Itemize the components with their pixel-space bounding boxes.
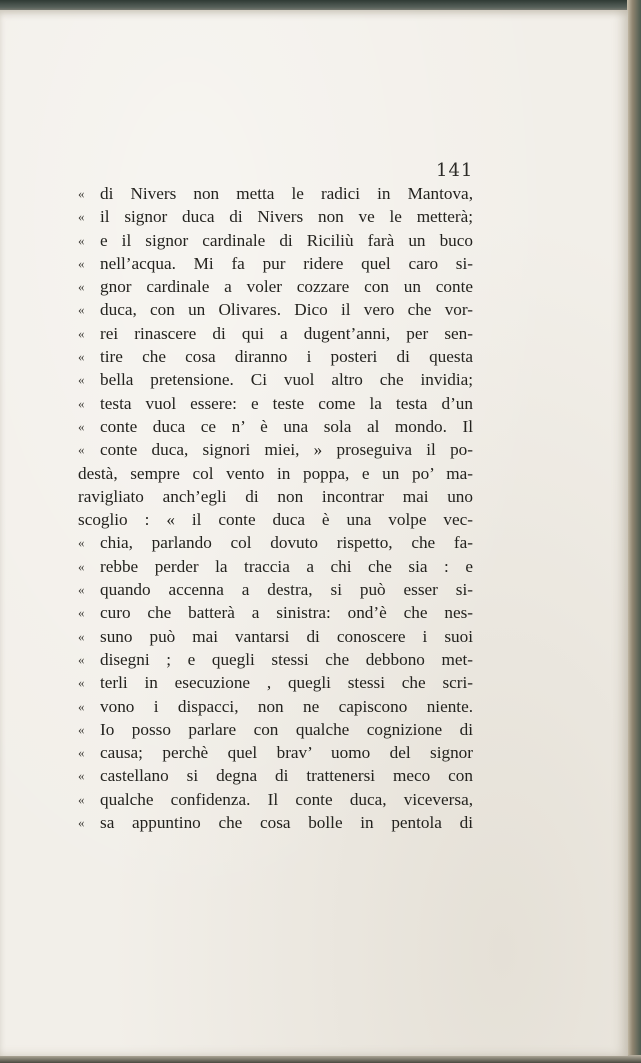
line-text: vono i dispacci, non ne capiscono niente. [100, 696, 473, 716]
quote-mark: « [78, 721, 85, 737]
text-line [78, 578, 473, 601]
quote-mark: « [78, 209, 85, 225]
scan-edge-right [627, 0, 641, 1063]
quote-mark: « [78, 186, 85, 201]
line-text: bella pretensione. Ci vuol altro che invidia; [100, 370, 473, 390]
quote-mark: « [78, 302, 85, 318]
text-block [78, 182, 473, 834]
line-text: chia, parlando col dovuto rispetto, che fa- [100, 533, 473, 553]
text-line [78, 811, 473, 834]
text-line [78, 788, 473, 811]
text-line [78, 718, 473, 741]
text-line [78, 741, 473, 764]
line-text: scoglio : « il conte duca è una volpe vec- [78, 510, 473, 530]
line-text: qualche confidenza. Il conte duca, viceversa, [100, 789, 473, 809]
line-text: nell’acqua. Mi fa pur ridere quel caro si- [100, 253, 473, 273]
quote-mark: « [78, 698, 85, 714]
text-line [78, 601, 473, 624]
quote-mark: « [78, 651, 85, 667]
scan-edge-bottom [0, 1055, 641, 1063]
text-line [78, 275, 473, 298]
line-text: e il signor cardinale di Riciliù farà un buco [100, 230, 473, 250]
text-line [78, 764, 473, 787]
quote-mark: « [78, 768, 85, 784]
text-line [78, 345, 473, 368]
quote-mark: « [78, 279, 85, 295]
page-number: 141 [436, 160, 474, 181]
line-text: disegni ; e quegli stessi che debbono met- [100, 649, 473, 669]
text-line [78, 671, 473, 694]
text-line [78, 555, 473, 578]
text-line [78, 322, 473, 345]
text-line [78, 648, 473, 671]
quote-mark: « [78, 628, 85, 644]
book-page [0, 10, 628, 1056]
line-text: quando accenna a destra, si può esser si- [100, 580, 473, 600]
line-text: testa vuol essere: e teste come la testa d’un [100, 393, 473, 413]
quote-mark: « [78, 255, 85, 271]
text-line [78, 182, 473, 205]
line-text: conte duca, signori miei, » proseguiva il po- [100, 440, 473, 460]
text-line [78, 625, 473, 648]
line-text: conte duca ce n’ è una sola al mondo. Il [100, 416, 473, 436]
text-line [78, 695, 473, 718]
text-line [78, 298, 473, 321]
line-text: destà, sempre col vento in poppa, e un po’ ma- [78, 463, 473, 483]
quote-mark: « [78, 372, 85, 388]
quote-mark: « [78, 535, 85, 551]
quote-mark: « [78, 418, 85, 434]
text-line [78, 392, 473, 415]
text-line [78, 229, 473, 252]
line-text: sa appuntino che cosa bolle in pentola di [100, 813, 473, 833]
quote-mark: « [78, 745, 85, 761]
line-text: causa; perchè quel brav’ uomo del signor [100, 743, 473, 763]
line-text: suno può mai vantarsi di conoscere i suoi [100, 626, 473, 646]
quote-mark: « [78, 442, 85, 458]
text-line [78, 368, 473, 391]
text-line [78, 531, 473, 554]
quote-mark: « [78, 582, 85, 598]
line-text: tire che cosa diranno i posteri di questa [100, 347, 473, 367]
line-text: gnor cardinale a voler cozzare con un conte [100, 277, 473, 297]
line-text: di Nivers non metta le radici in Mantova, [100, 184, 473, 203]
quote-mark: « [78, 395, 85, 411]
quote-mark: « [78, 605, 85, 621]
line-text: duca, con un Olivares. Dico il vero che vor- [100, 300, 473, 320]
text-line [78, 205, 473, 228]
quote-mark: « [78, 232, 85, 248]
line-text: curo che batterà a sinistra: ond’è che nes- [100, 603, 473, 623]
text-line [78, 462, 473, 485]
quote-mark: « [78, 558, 85, 574]
text-line [78, 252, 473, 275]
line-text: rebbe perder la traccia a chi che sia : e [100, 556, 473, 576]
quote-mark: « [78, 349, 85, 365]
text-line [78, 415, 473, 438]
line-text: il signor duca di Nivers non ve le metterà; [100, 207, 473, 227]
quote-mark: « [78, 791, 85, 807]
text-line [78, 438, 473, 461]
line-text: Io posso parlare con qualche cognizione di [100, 719, 473, 739]
quote-mark: « [78, 325, 85, 341]
line-text: ravigliato anch’egli di non incontrar mai uno [78, 486, 473, 506]
line-text: castellano si degna di trattenersi meco con [100, 766, 473, 786]
text-line [78, 485, 473, 508]
text-line [78, 508, 473, 531]
quote-mark: « [78, 675, 85, 691]
line-text: rei rinascere di qui a dugent’anni, per sen- [100, 323, 473, 343]
line-text: terli in esecuzione , quegli stessi che scri- [100, 673, 473, 693]
quote-mark: « [78, 815, 85, 831]
